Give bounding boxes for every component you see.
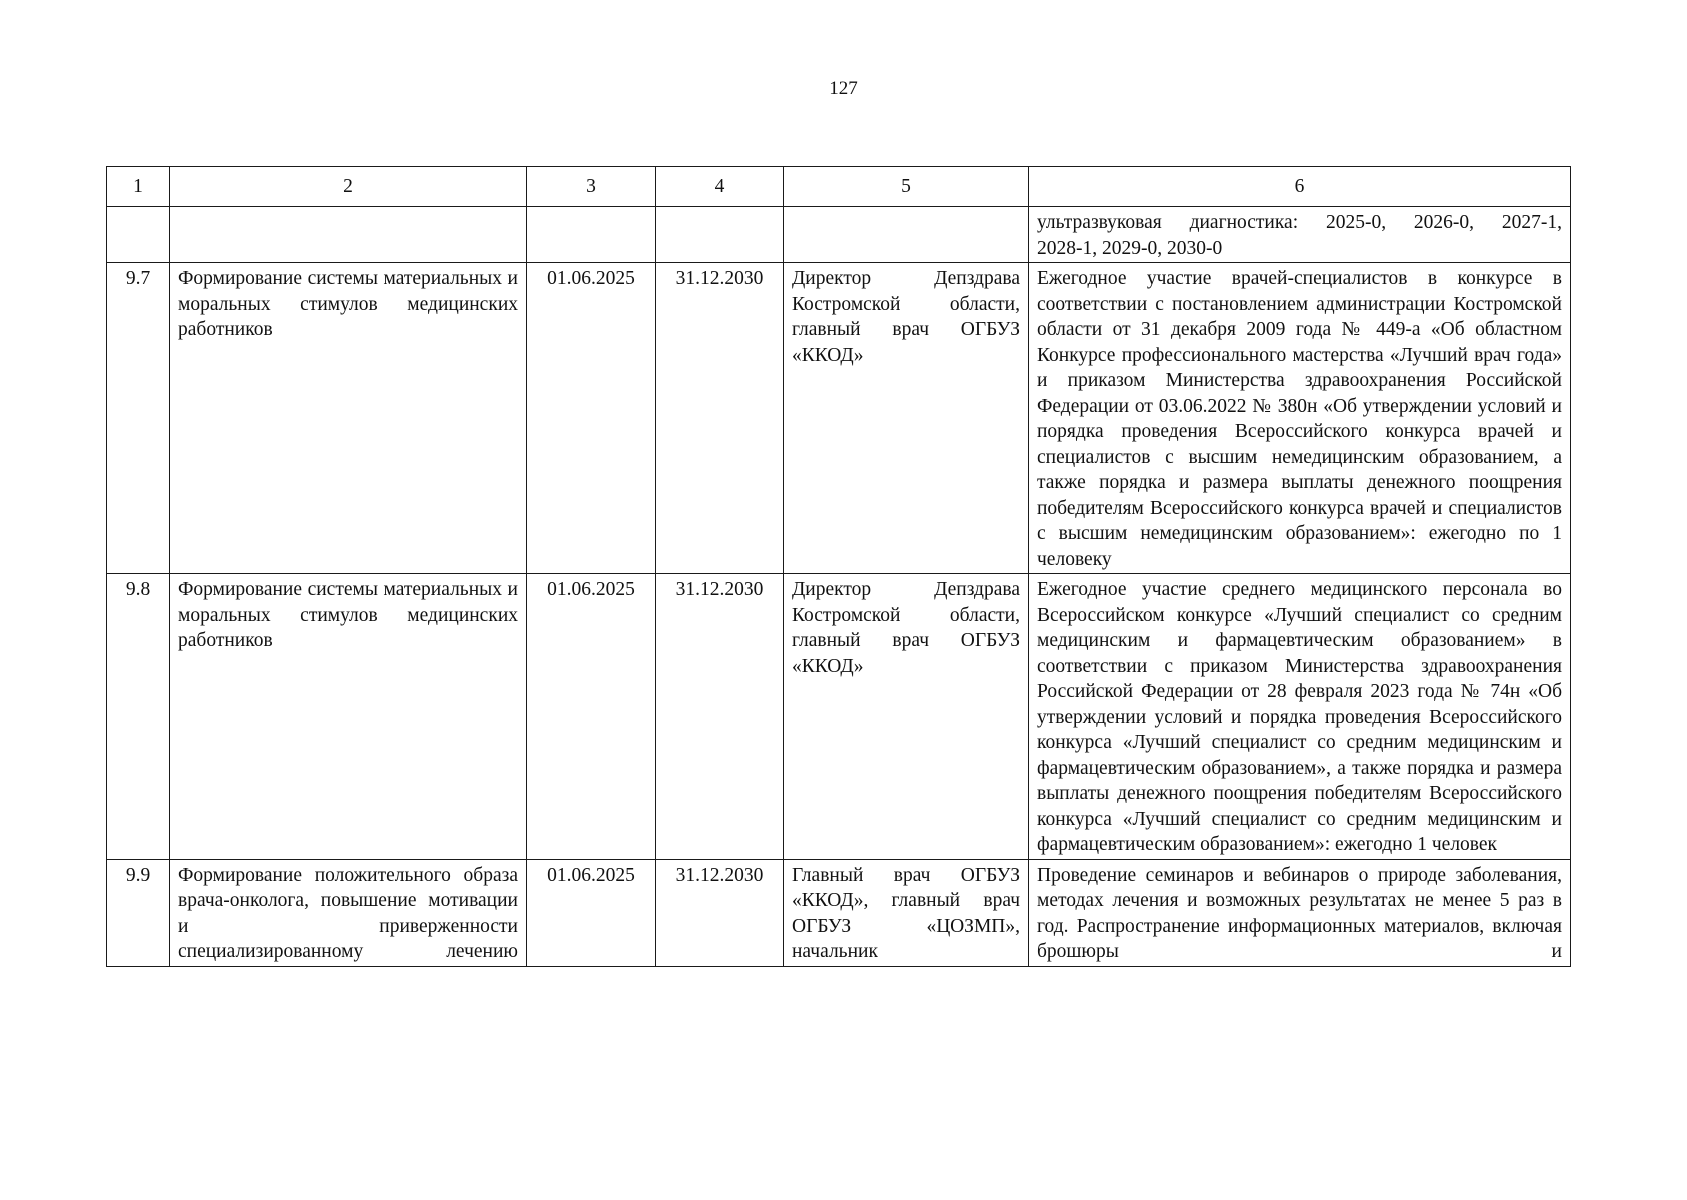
table-row-9-7 (107, 263, 1571, 574)
table-row-9-8 (107, 574, 1571, 860)
activity-cell: Формирование положительного образа врача-онколога, повышение мотивации и приверженности специализированному лечению (170, 859, 527, 966)
responsible-cell: Главный врач ОГБУЗ «ККОД», главный врач ОГБУЗ «ЦОЗМП», начальник (784, 859, 1029, 966)
column-header: 5 (784, 167, 1029, 207)
responsible-cell (784, 207, 1029, 263)
responsible-cell: Директор Депздрава Костромской области, главный врач ОГБУЗ «ККОД» (784, 574, 1029, 860)
indicator-line: 2028-1, 2029-0, 2030-0 (1037, 237, 1223, 259)
activity-cell: Формирование системы материальных и моральных стимулов медицинских работников (170, 574, 527, 860)
table-row-9-9 (107, 859, 1571, 966)
row-number-cell: 9.7 (107, 263, 170, 574)
end-date-cell: 31.12.2030 (656, 263, 784, 574)
table-header-row (107, 167, 1571, 207)
row-number-cell: 9.8 (107, 574, 170, 860)
indicator-cell: Ежегодное участие среднего медицинского персонала во Всероссийском конкурсе «Лучший специалист со средним медицинским и фармацевтическим образованием» в соответствии с приказом Министерства здравоохранения Российской Федерации от 28 февраля 2023 года № 74н «Об утверждении условий и порядка проведения Всероссийского конкурса «Лучший специалист со средним медицинским и фармацевтическим образованием», а также порядка и размера выплаты денежного поощрения победителям Всероссийского конкурса «Лучший специалист со средним медицинским и фармацевтическим образованием»: ежегодно 1 человек (1029, 574, 1571, 860)
activity-cell: Формирование системы материальных и моральных стимулов медицинских работников (170, 263, 527, 574)
indicator-cell: Ежегодное участие врачей-специалистов в конкурсе в соответствии с постановлением администрации Костромской области от 31 декабря 2009 года № 449-а «Об областном Конкурсе профессионального мастерства «Лучший врач года» и приказом Министерства здравоохранения Российской Федерации от 03.06.2022 № 380н «Об утверждении условий и порядка проведения Всероссийского конкурса врачей и специалистов с высшим немедицинским образованием, а также порядка и размера выплаты денежного поощрения победителям Всероссийского конкурса врачей и специалистов с высшим немедицинским образованием»: ежегодно по 1 человеку (1029, 263, 1571, 574)
end-date-cell: 31.12.2030 (656, 859, 784, 966)
indicator-cell (1029, 207, 1571, 263)
measures-table (106, 166, 1571, 967)
responsible-cell: Директор Депздрава Костромской области, главный врач ОГБУЗ «ККОД» (784, 263, 1029, 574)
indicator-cell: Проведение семинаров и вебинаров о природе заболевания, методах лечения и возможных результатах не менее 5 раз в год. Распространение информационных материалов, включая брошюры и (1029, 859, 1571, 966)
start-date-cell: 01.06.2025 (527, 263, 656, 574)
column-header: 2 (170, 167, 527, 207)
row-number-cell: 9.9 (107, 859, 170, 966)
start-date-cell: 01.06.2025 (527, 859, 656, 966)
end-date-cell: 31.12.2030 (656, 574, 784, 860)
column-header: 3 (527, 167, 656, 207)
column-header: 4 (656, 167, 784, 207)
activity-cell (170, 207, 527, 263)
start-date-cell (527, 207, 656, 263)
column-header: 1 (107, 167, 170, 207)
row-number-cell (107, 207, 170, 263)
column-header: 6 (1029, 167, 1571, 207)
page-number: 127 (829, 78, 858, 99)
table-row-continuation (107, 207, 1571, 263)
end-date-cell (656, 207, 784, 263)
start-date-cell: 01.06.2025 (527, 574, 656, 860)
indicator-line: ультразвуковая диагностика: 2025-0, 2026-0, 2027-1, (1037, 212, 1562, 233)
